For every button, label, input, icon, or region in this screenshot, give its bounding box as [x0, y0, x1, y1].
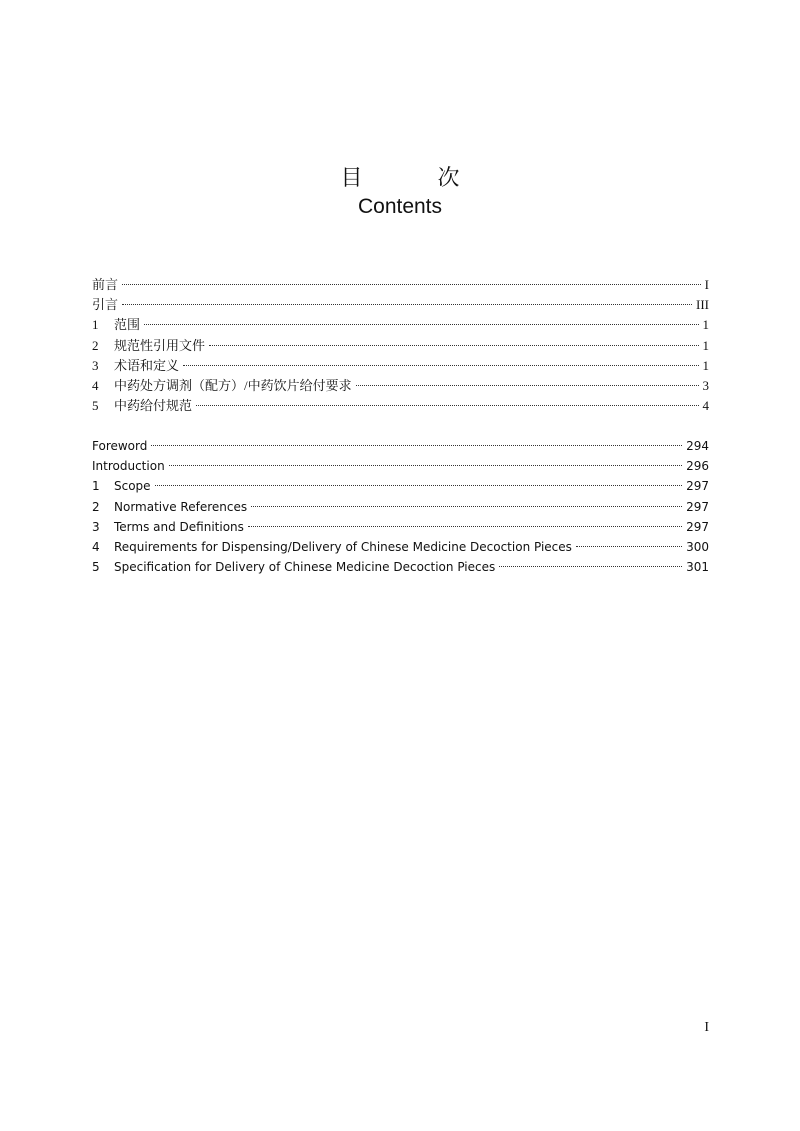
toc-entry[interactable]: [92, 356, 709, 376]
toc-entry-number: 4: [92, 377, 99, 393]
toc-entry[interactable]: [92, 557, 709, 577]
toc-entry-label: 前言: [92, 277, 119, 292]
toc-entry-page: 297: [686, 479, 709, 494]
toc-entry-page: 301: [686, 560, 709, 575]
toc-entry-label: Specification for Delivery of Chinese Medicine Decoction Pieces: [114, 560, 496, 575]
dot-leader: [183, 365, 698, 366]
dot-leader: [169, 465, 682, 466]
toc-entry-page: I: [704, 277, 709, 292]
toc-entry-number: 3: [92, 519, 100, 534]
toc-entry-number: 2: [92, 337, 99, 353]
dot-leader: [251, 506, 682, 507]
dot-leader: [196, 405, 698, 406]
toc-entry-number: 1: [92, 479, 100, 494]
toc-entry-page: 297: [686, 519, 709, 534]
dot-leader: [248, 526, 682, 527]
toc-entry-page: III: [696, 297, 709, 313]
toc-entry[interactable]: [92, 436, 709, 456]
page-title-english: Contents: [357, 195, 443, 218]
toc-entry-page: 3: [702, 377, 709, 393]
dot-leader: [356, 385, 699, 386]
toc-entry[interactable]: [92, 497, 709, 517]
toc-entry-page: 294: [686, 439, 709, 453]
toc-entry-label: 规范性引用文件: [114, 337, 206, 353]
toc-entry-number: 1: [92, 317, 99, 333]
toc-entry-number: 3: [92, 357, 99, 373]
toc-entry-label: Scope: [114, 479, 151, 494]
dot-leader: [151, 445, 682, 446]
toc-entry-label: 术语和定义: [114, 357, 180, 373]
toc-entry[interactable]: [92, 315, 709, 335]
toc-entry-page: 4: [702, 398, 709, 414]
page-number: I: [704, 1020, 709, 1035]
dot-leader: [155, 485, 683, 486]
toc-entry-label: 范围: [114, 317, 141, 333]
dot-leader: [122, 304, 692, 305]
toc-entry[interactable]: [92, 336, 709, 356]
toc-entry-number: 5: [92, 398, 99, 414]
toc-entry[interactable]: [92, 376, 709, 396]
toc-entry[interactable]: [92, 456, 709, 476]
toc-entry-number: 4: [92, 539, 100, 554]
toc-entry-label: Foreword: [92, 439, 148, 453]
toc-entry-label: 中药处方调剂（配方）/中药饮片给付要求: [114, 377, 352, 393]
toc-entry-number: 5: [92, 560, 100, 575]
toc-entry[interactable]: [92, 476, 709, 496]
dot-leader: [122, 284, 701, 285]
toc-entry-number: 2: [92, 499, 100, 514]
toc-entry[interactable]: [92, 295, 709, 315]
toc-entry[interactable]: [92, 517, 709, 537]
toc-entry[interactable]: [92, 275, 709, 295]
toc-entry[interactable]: [92, 396, 709, 416]
toc-entry-page: 1: [702, 357, 709, 373]
toc-entry-label: Terms and Definitions: [114, 519, 244, 534]
toc-entry-page: 1: [702, 317, 709, 333]
toc-entry-label: Introduction: [92, 459, 165, 474]
dot-leader: [499, 566, 682, 567]
toc-chinese: [92, 275, 709, 416]
dot-leader: [144, 324, 698, 325]
toc-entry[interactable]: [92, 537, 709, 557]
toc-entry-label: Requirements for Dispensing/Delivery of Chinese Medicine Decoction Pieces: [114, 539, 572, 554]
toc-english: [92, 436, 709, 577]
toc-entry-page: 1: [702, 337, 709, 353]
dot-leader: [576, 546, 682, 547]
dot-leader: [209, 345, 698, 346]
toc-entry-label: 中药给付规范: [114, 398, 193, 414]
toc-entry-page: 297: [686, 499, 709, 514]
toc-entry-page: 300: [686, 539, 709, 554]
page-title-chinese: 目 次: [340, 166, 494, 191]
toc-entry-label: Normative References: [114, 499, 248, 514]
toc-entry-label: 引言: [92, 297, 119, 313]
toc-entry-page: 296: [686, 459, 709, 474]
